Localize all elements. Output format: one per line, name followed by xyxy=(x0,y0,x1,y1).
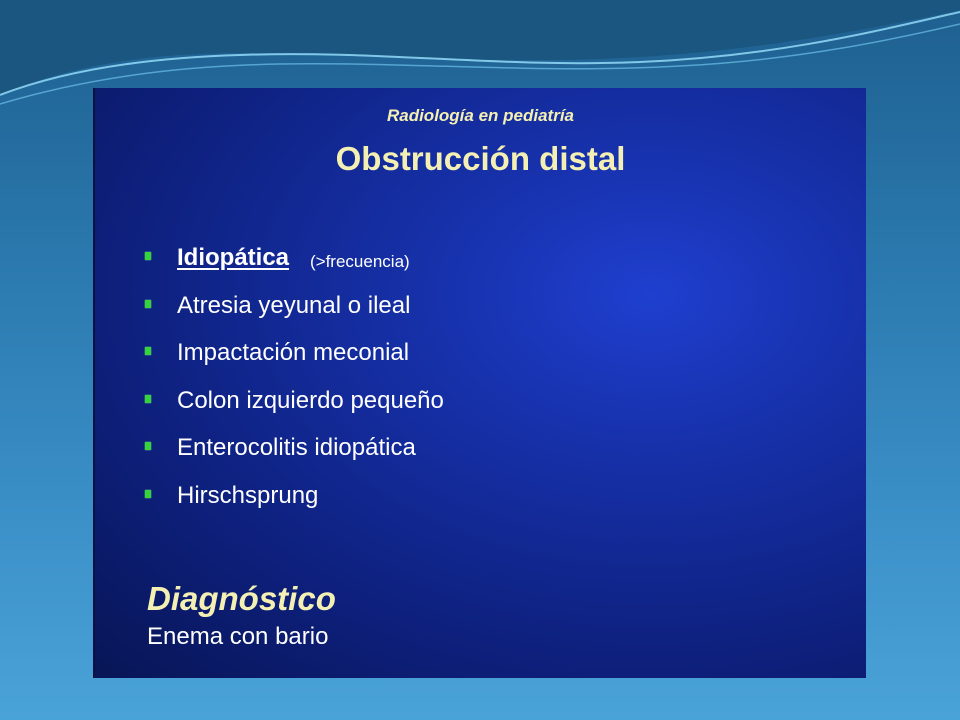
slide-panel xyxy=(95,88,866,678)
list-item-label: Atresia yeyunal o ileal xyxy=(177,291,411,319)
diagnosis-heading: Diagnóstico xyxy=(147,580,336,617)
bullet-icon xyxy=(145,347,151,355)
list-item-label: Enterocolitis idiopática xyxy=(177,434,416,461)
bullet-icon xyxy=(145,300,151,308)
bullet-icon xyxy=(145,252,151,260)
slide-subtitle: Radiología en pediatría xyxy=(386,106,575,125)
slide-title: Obstrucción distal xyxy=(335,140,626,177)
list-item-label: Idiopática xyxy=(177,244,290,271)
list-item-label: Colon izquierdo pequeño xyxy=(177,386,444,414)
list-item-label: Impactación meconial xyxy=(177,339,410,366)
list-item-label: Hirschsprung xyxy=(177,481,319,509)
bullet-icon xyxy=(145,490,151,498)
bullet-icon xyxy=(145,395,151,403)
bullet-icon xyxy=(145,442,151,450)
list-item-note: (>frecuencia) xyxy=(310,252,410,271)
diagnosis-text: Enema con bario xyxy=(147,623,329,650)
